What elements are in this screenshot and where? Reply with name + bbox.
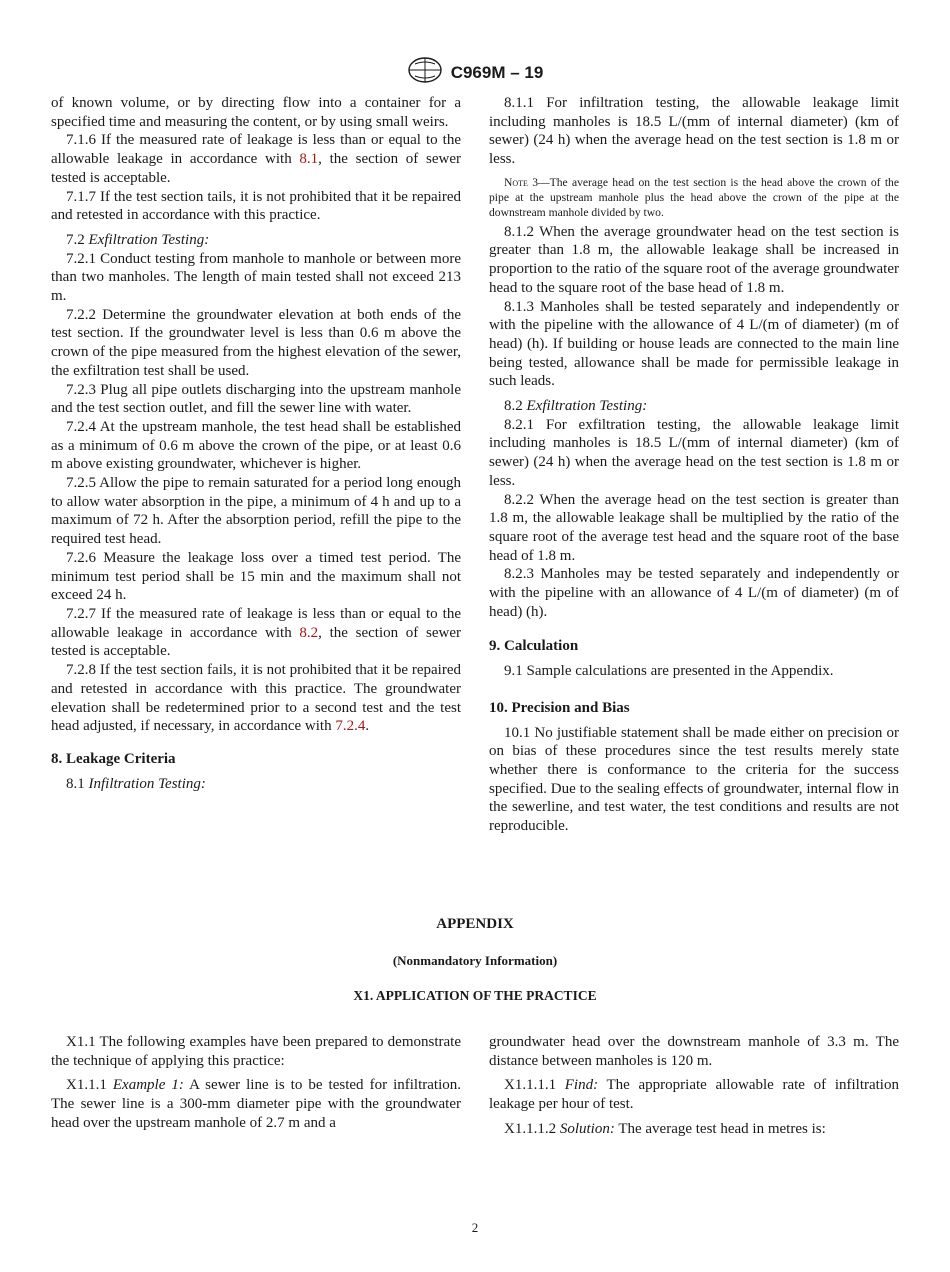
paragraph-8-2-3: 8.2.3 Manholes may be tested separately and independently or with the pipeline with an allowance of 4 L/(m of diameter) (m of head) (h). xyxy=(489,566,899,620)
section-9-heading: 9. Calculation xyxy=(489,638,579,655)
link-7-2-4[interactable]: 7.2.4 xyxy=(335,718,366,735)
paragraph-8-2-1: 8.2.1 For exfiltration testing, the allowable leakage limit including manholes is 18.5 L/(mm of internal diameter) (km of sewer) (24 h) when the average head on the test section is 1.8 m or less. xyxy=(489,416,899,489)
page-number: 2 xyxy=(471,1220,479,1235)
section-8-2-heading: 8.2 Exfiltration Testing: xyxy=(504,398,648,415)
paragraph-x1-1: X1.1 The following examples have been prepared to demonstrate the technique of applying this practice: xyxy=(51,1034,461,1069)
paragraph-continuation: groundwater head over the downstream manhole of 3.3 m. The distance between manholes is 120 m. xyxy=(489,1034,899,1069)
right-column xyxy=(489,94,899,836)
appendix-right-column xyxy=(489,1033,899,1139)
paragraph-8-1-3: 8.1.3 Manholes shall be tested separately and independently or with the pipeline with the allowance of 4 L/(m of diameter) (m of head) (h). If building or house leads are connected to the main line being tested, allowance shall be made for permissible leakage in such leads. xyxy=(489,298,899,390)
paragraph-7-2-2: 7.2.2 Determine the groundwater elevation at both ends of the test section. If the groundwater level is less than 0.6 m above the crown of the pipe measured from the highest elevation of the sewer, the exfiltration test shall be used. xyxy=(51,306,461,379)
page-header xyxy=(0,56,950,89)
paragraph-7-2-1: 7.2.1 Conduct testing from manhole to manhole or between more than two manholes. The length of main tested shall not exceed 213 m. xyxy=(51,250,461,305)
paragraph-7-1-6: 7.1.6 If the measured rate of leakage is less than or equal to the allowable leakage in accordance with 8.1, the section of sewer tested is acceptable. xyxy=(51,132,461,186)
appendix-x1-title: X1. APPLICATION OF THE PRACTICE xyxy=(353,988,597,1003)
link-8-2[interactable]: 8.2 xyxy=(299,624,319,641)
section-8-1-heading: 8.1 Infiltration Testing: xyxy=(66,775,206,792)
link-8-1[interactable]: 8.1 xyxy=(299,151,319,168)
section-7-2-heading: 7.2 Exfiltration Testing: xyxy=(66,231,210,248)
paragraph-7-2-6: 7.2.6 Measure the leakage loss over a timed test period. The minimum test period shall be 15 min and the maximum shall not exceed 24 h. xyxy=(51,549,461,604)
paragraph-8-2-2: 8.2.2 When the average head on the test section is greater than 1.8 m, the allowable leakage shall be multiplied by the ratio of the square root of the average test head and the square root of the base head of 1.8 m. xyxy=(489,491,899,564)
paragraph-10-1: 10.1 No justifiable statement shall be made either on precision or on bias of these procedures since the test results merely state whether there is conformance to the criteria for the success specified. Due to the sealing effects of groundwater, internal flow in the sewerline, and test water, the test conditions and results are not reproducible. xyxy=(489,724,899,835)
section-8-heading: 8. Leakage Criteria xyxy=(51,750,176,767)
astm-logo-icon xyxy=(407,56,443,89)
paragraph-9-1: 9.1 Sample calculations are presented in the Appendix. xyxy=(504,663,834,680)
appendix-subtitle: (Nonmandatory Information) xyxy=(392,953,558,968)
paragraph-x1-1-1-1: X1.1.1.1 Find: The appropriate allowable rate of infiltration leakage per hour of test. xyxy=(489,1077,899,1113)
paragraph-7-1-7: 7.1.7 If the test section tails, it is not prohibited that it be repaired and retested in accordance with this practice. xyxy=(51,188,461,224)
document-designation: C969M – 19 xyxy=(450,62,544,82)
paragraph-8-1-2: 8.1.2 When the average groundwater head on the test section is greater than 1.8 m, the allowable leakage shall be increased in proportion to the ratio of the square root of the average groundwater head to the square root of the base head of 1.8 m. xyxy=(489,223,899,296)
paragraph-7-2-3: 7.2.3 Plug all pipe outlets discharging into the upstream manhole and the test section outlet, and fill the sewer line with water. xyxy=(51,381,461,417)
note-3: Note 3—The average head on the test section is the head above the crown of the pipe at the upstream manhole plus the head above the crown of the pipe at the downstream manhole divided by two. xyxy=(489,175,899,220)
appendix-title: APPENDIX xyxy=(436,916,514,932)
paragraph: of known volume, or by directing flow into a container for a specified time and measuring the content, or by using small weirs. xyxy=(51,95,461,130)
left-column xyxy=(51,94,461,793)
paragraph-7-2-5: 7.2.5 Allow the pipe to remain saturated for a period long enough to allow water absorption in the pipe, a minimum of 4 h and up to a maximum of 72 h. After the absorption period, refill the pipe to the required test head. xyxy=(51,475,461,548)
paragraph-x1-1-1: X1.1.1 Example 1: A sewer line is to be tested for infiltration. The sewer line is a 300-mm diameter pipe with the groundwater head over the upstream manhole of 2.7 m and a xyxy=(51,1077,461,1131)
paragraph-8-1-1: 8.1.1 For infiltration testing, the allowable leakage limit including manholes is 18.5 L/(mm of internal diameter) (km of sewer) (24 h) when the average head on the test section is 1.8 m or less. xyxy=(489,95,899,168)
paragraph-7-2-7: 7.2.7 If the measured rate of leakage is less than or equal to the allowable leakage in accordance with 8.2, the section of sewer tested is acceptable. xyxy=(51,605,461,660)
paragraph-7-2-8: 7.2.8 If the test section fails, it is not prohibited that it be repaired and retested in accordance with this practice. The groundwater elevation shall be redetermined prior to a second test and the test head adjusted, if necessary, in accordance with 7.2.4. xyxy=(51,662,461,735)
section-10-heading: 10. Precision and Bias xyxy=(489,699,630,716)
appendix-left-column xyxy=(51,1033,461,1133)
paragraph-x1-1-1-2: X1.1.1.2 Solution: The average test head in metres is: xyxy=(504,1120,826,1137)
paragraph-7-2-4: 7.2.4 At the upstream manhole, the test head shall be established as a minimum of 0.6 m above the crown of the pipe, or at least 0.6 m above existing groundwater, whichever is higher. xyxy=(51,418,461,473)
